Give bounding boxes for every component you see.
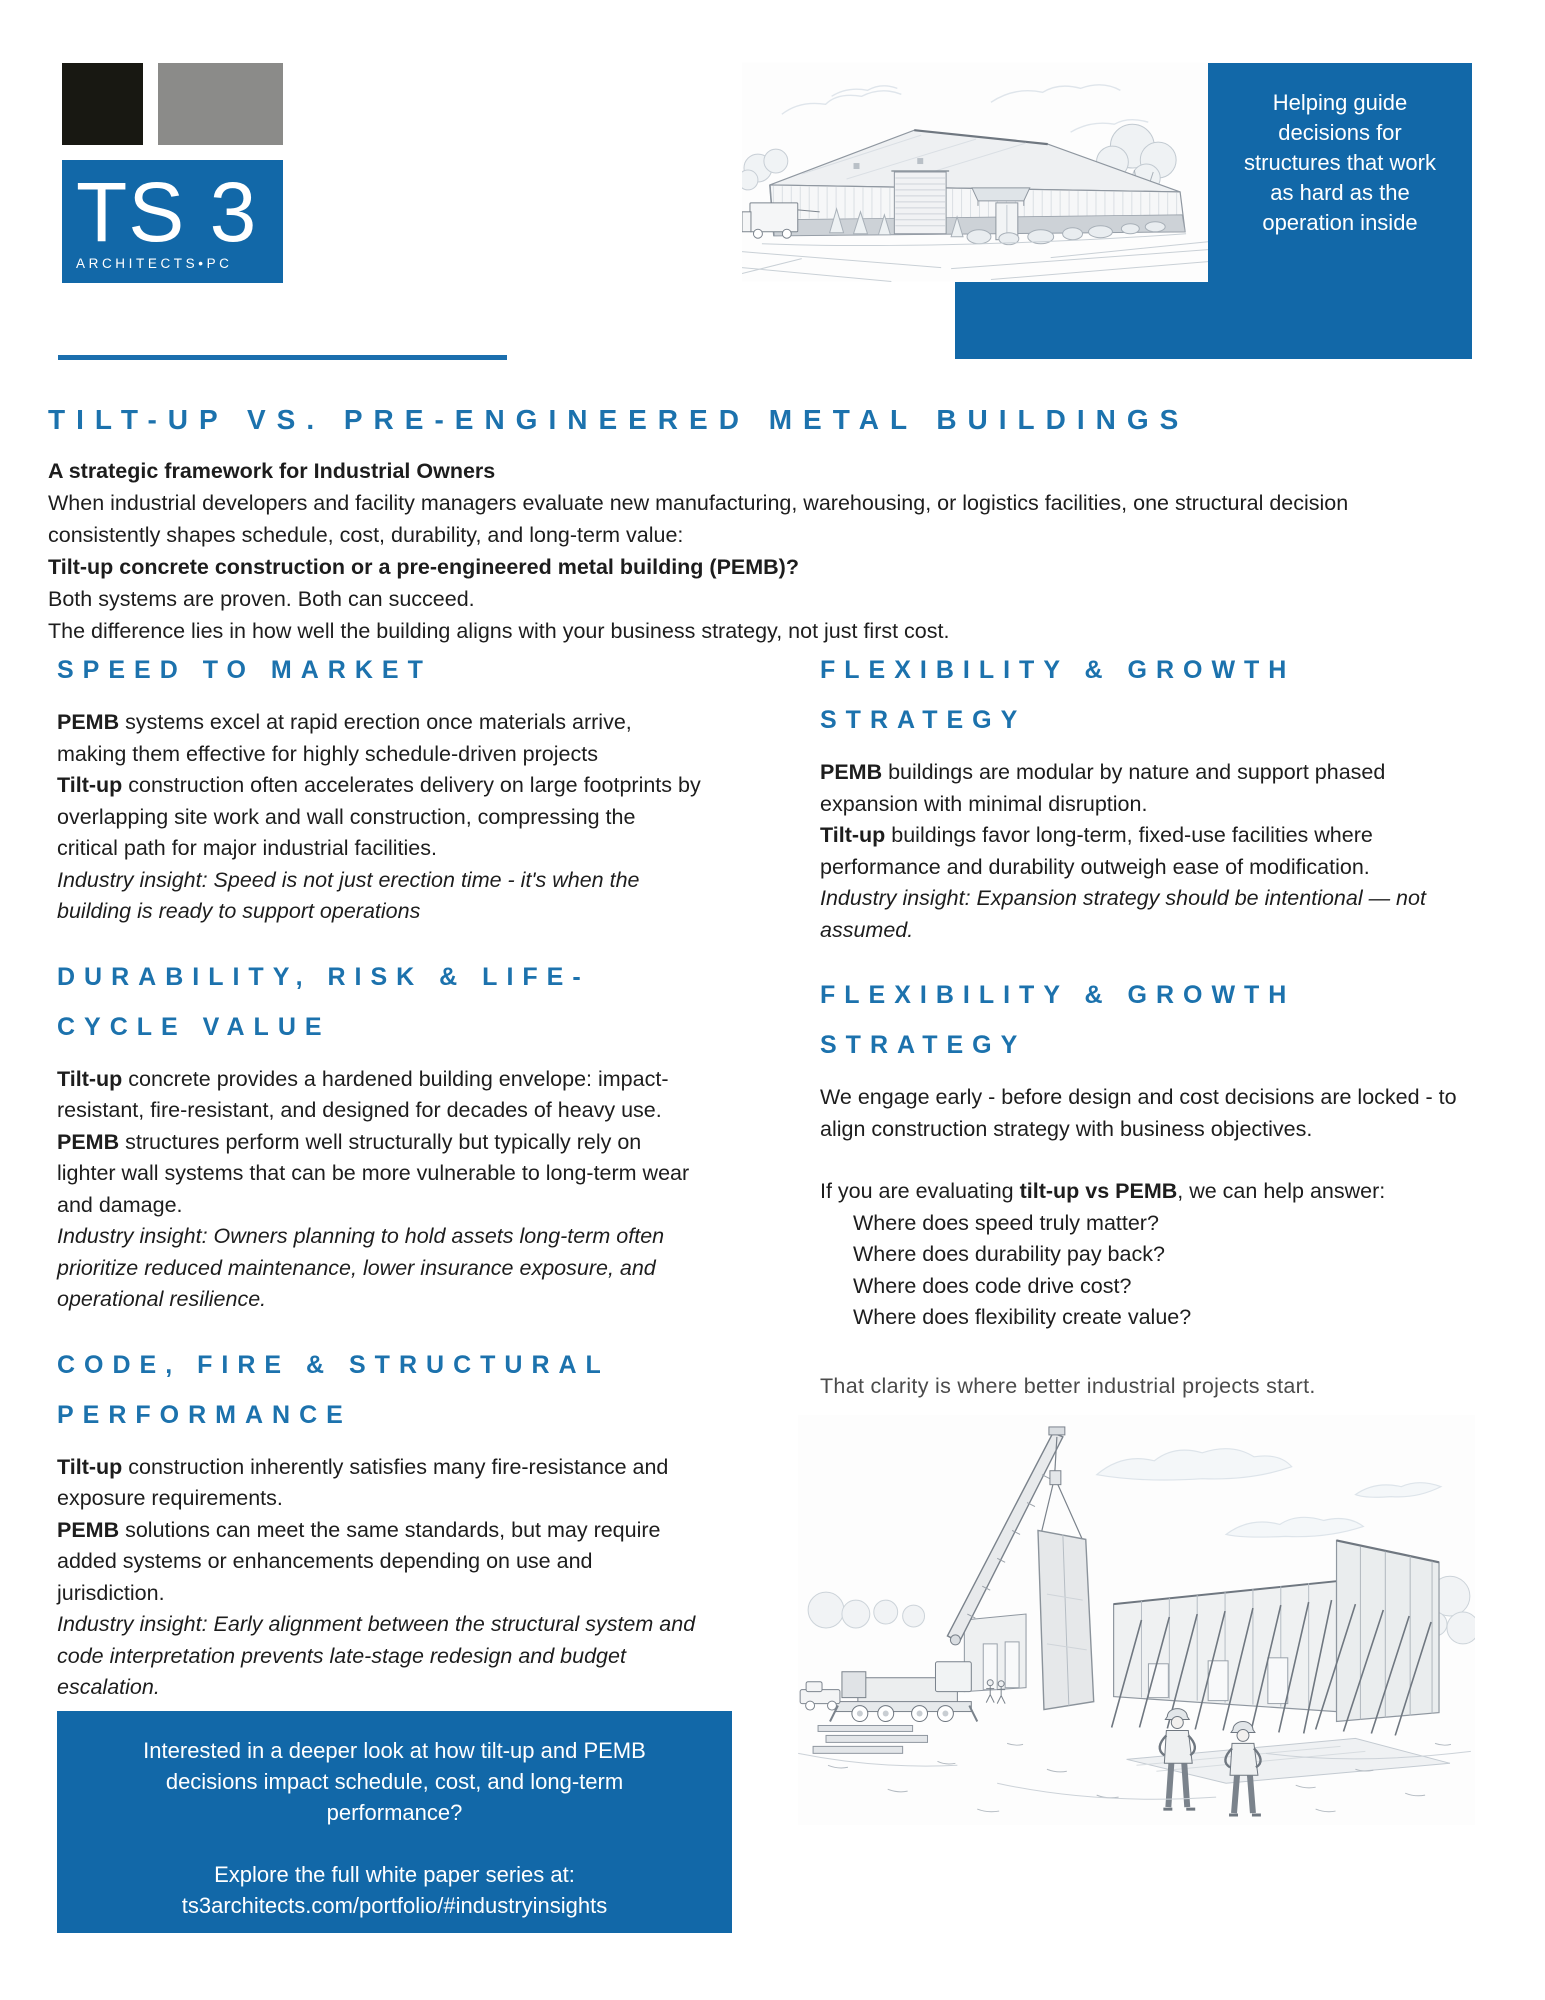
intro-paragraph: When industrial developers and facility managers evaluate new manufacturing, warehousing, or logistics facilities, one structural decision consistently shapes schedule, cost, durability, and long-term value: <box>48 491 1349 547</box>
questions-intro-bold: tilt-up vs PEMB <box>1019 1179 1178 1203</box>
section-heading: FLEXIBILITY & GROWTH STRATEGY <box>820 981 1296 1059</box>
paragraph-lead: Tilt-up <box>820 823 886 847</box>
section-flexibility-growth <box>820 645 1468 946</box>
section-paragraph: We engage early - before design and cost decisions are locked - to align construction strategy with business objectives. <box>820 1085 1457 1141</box>
questions-intro-pre: If you are evaluating <box>820 1179 1020 1203</box>
paragraph-text: structures perform well structurally but typically rely on lighter wall systems that can be more vulnerable to long-term wear and damage. <box>57 1129 690 1217</box>
page-title: TILT-UP VS. PRE-ENGINEERED METAL BUILDINGS <box>48 404 1190 435</box>
intro-line: Both systems are proven. Both can succeed. <box>48 587 475 611</box>
standalone-panels <box>964 1614 1026 1692</box>
section-heading: DURABILITY, RISK & LIFE-CYCLE VALUE <box>57 962 590 1041</box>
tiltup-construction-sketch-image <box>798 1415 1475 1825</box>
paragraph-lead: Tilt-up <box>57 1454 123 1479</box>
logo-gray-square <box>158 63 283 145</box>
section-paragraph <box>57 1452 702 1515</box>
left-column <box>57 645 702 1704</box>
section-paragraph <box>57 1515 702 1610</box>
question-item: Where does code drive cost? <box>853 1273 1132 1298</box>
logo-black-square <box>62 63 143 145</box>
paragraph-lead: PEMB <box>57 710 120 734</box>
ts3-logo <box>62 160 283 283</box>
section-paragraph <box>57 707 702 770</box>
intro-question: Tilt-up concrete construction or a pre-engineered metal building (PEMB)? <box>48 555 799 579</box>
logo-wordmark: TS 3 <box>76 165 258 259</box>
industry-insight: Industry insight: Owners planning to hold assets long-term often prioritize reduced maintenance, lower insurance exposure, and operational resilience. <box>57 1224 665 1311</box>
section-paragraph <box>820 820 1468 883</box>
website-url[interactable]: ts3architects.com/portfolio/#industryinsights <box>181 1893 608 1918</box>
section-paragraph <box>57 1064 702 1127</box>
paragraph-text: construction often accelerates delivery on large footprints by overlapping site work and wall construction, compressing the critical path for major industrial facilities. <box>57 773 701 860</box>
industry-insight: Industry insight: Expansion strategy should be intentional — not assumed. <box>820 886 1426 942</box>
paragraph-lead: PEMB <box>820 760 883 784</box>
section-heading: CODE, FIRE & STRUCTURAL PERFORMANCE <box>57 1350 610 1429</box>
section-paragraph <box>820 757 1468 820</box>
cta-box <box>57 1711 732 1933</box>
paragraph-text: buildings favor long-term, fixed-use facilities where performance and durability outweigh ease of modification. <box>820 823 1373 879</box>
closing-statement: That clarity is where better industrial projects start. <box>820 1373 1316 1398</box>
intro-block <box>48 455 1388 647</box>
question-item: Where does speed truly matter? <box>853 1210 1159 1235</box>
section-engagement <box>820 970 1468 1402</box>
paragraph-text: construction inherently satisfies many fire-resistance and exposure requirements. <box>57 1454 669 1510</box>
industry-insight: Industry insight: Speed is not just erection time - it's when the building is ready to support operations <box>57 867 640 923</box>
cta-explore <box>117 1859 672 1921</box>
section-heading: FLEXIBILITY & GROWTH STRATEGY <box>820 656 1296 734</box>
industry-insight: Industry insight: Early alignment between the structural system and code interpretation prevents late-stage redesign and budget escalation. <box>57 1612 696 1699</box>
section-paragraph <box>57 1127 702 1222</box>
section-paragraph <box>57 770 702 865</box>
question-list <box>853 1208 1468 1334</box>
header-divider-line <box>58 355 507 360</box>
paragraph-text: solutions can meet the same standards, but may require added systems or enhancements depending on use and jurisdiction. <box>57 1517 661 1605</box>
hero-blue-band <box>955 282 1208 359</box>
section-heading: SPEED TO MARKET <box>57 656 432 684</box>
hero-tagline: Helping guide decisions for structures that work as hard as the operation inside <box>1244 90 1436 235</box>
paragraph-lead: PEMB <box>57 1517 120 1542</box>
paragraph-text: systems excel at rapid erection once materials arrive, making them effective for highly schedule-driven projects <box>57 710 632 766</box>
paragraph-text: concrete provides a hardened building envelope: impact-resistant, fire-resistant, and designed for decades of heavy use. <box>57 1066 669 1122</box>
cta-explore-line: Explore the full white paper series at: <box>214 1862 575 1887</box>
hero-tagline-box <box>1208 63 1472 359</box>
metal-building-sketch-image <box>742 62 1208 282</box>
paragraph-lead: Tilt-up <box>57 1066 123 1091</box>
section-durability <box>57 952 702 1316</box>
paragraph-lead: Tilt-up <box>57 773 123 797</box>
intro-subtitle: A strategic framework for Industrial Owners <box>48 459 496 483</box>
section-code-fire <box>57 1340 702 1704</box>
question-item: Where does flexibility create value? <box>853 1305 1192 1329</box>
roller-door <box>891 171 949 234</box>
questions-intro <box>820 1176 1468 1208</box>
cta-question: Interested in a deeper look at how tilt-up and PEMB decisions impact schedule, cost, and long-term performance? <box>143 1738 646 1825</box>
right-column <box>820 645 1468 1402</box>
question-item: Where does durability pay back? <box>853 1242 1165 1266</box>
lifted-panel <box>1038 1530 1094 1709</box>
section-speed-to-market <box>57 645 702 928</box>
paragraph-lead: PEMB <box>57 1129 120 1154</box>
logo-subtext: ARCHITECTS•PC <box>76 256 233 271</box>
intro-line: The difference lies in how well the building aligns with your business strategy, not just first cost. <box>48 619 950 643</box>
questions-intro-post: , we can help answer: <box>1177 1179 1386 1203</box>
paragraph-text: buildings are modular by nature and support phased expansion with minimal disruption. <box>820 760 1386 816</box>
